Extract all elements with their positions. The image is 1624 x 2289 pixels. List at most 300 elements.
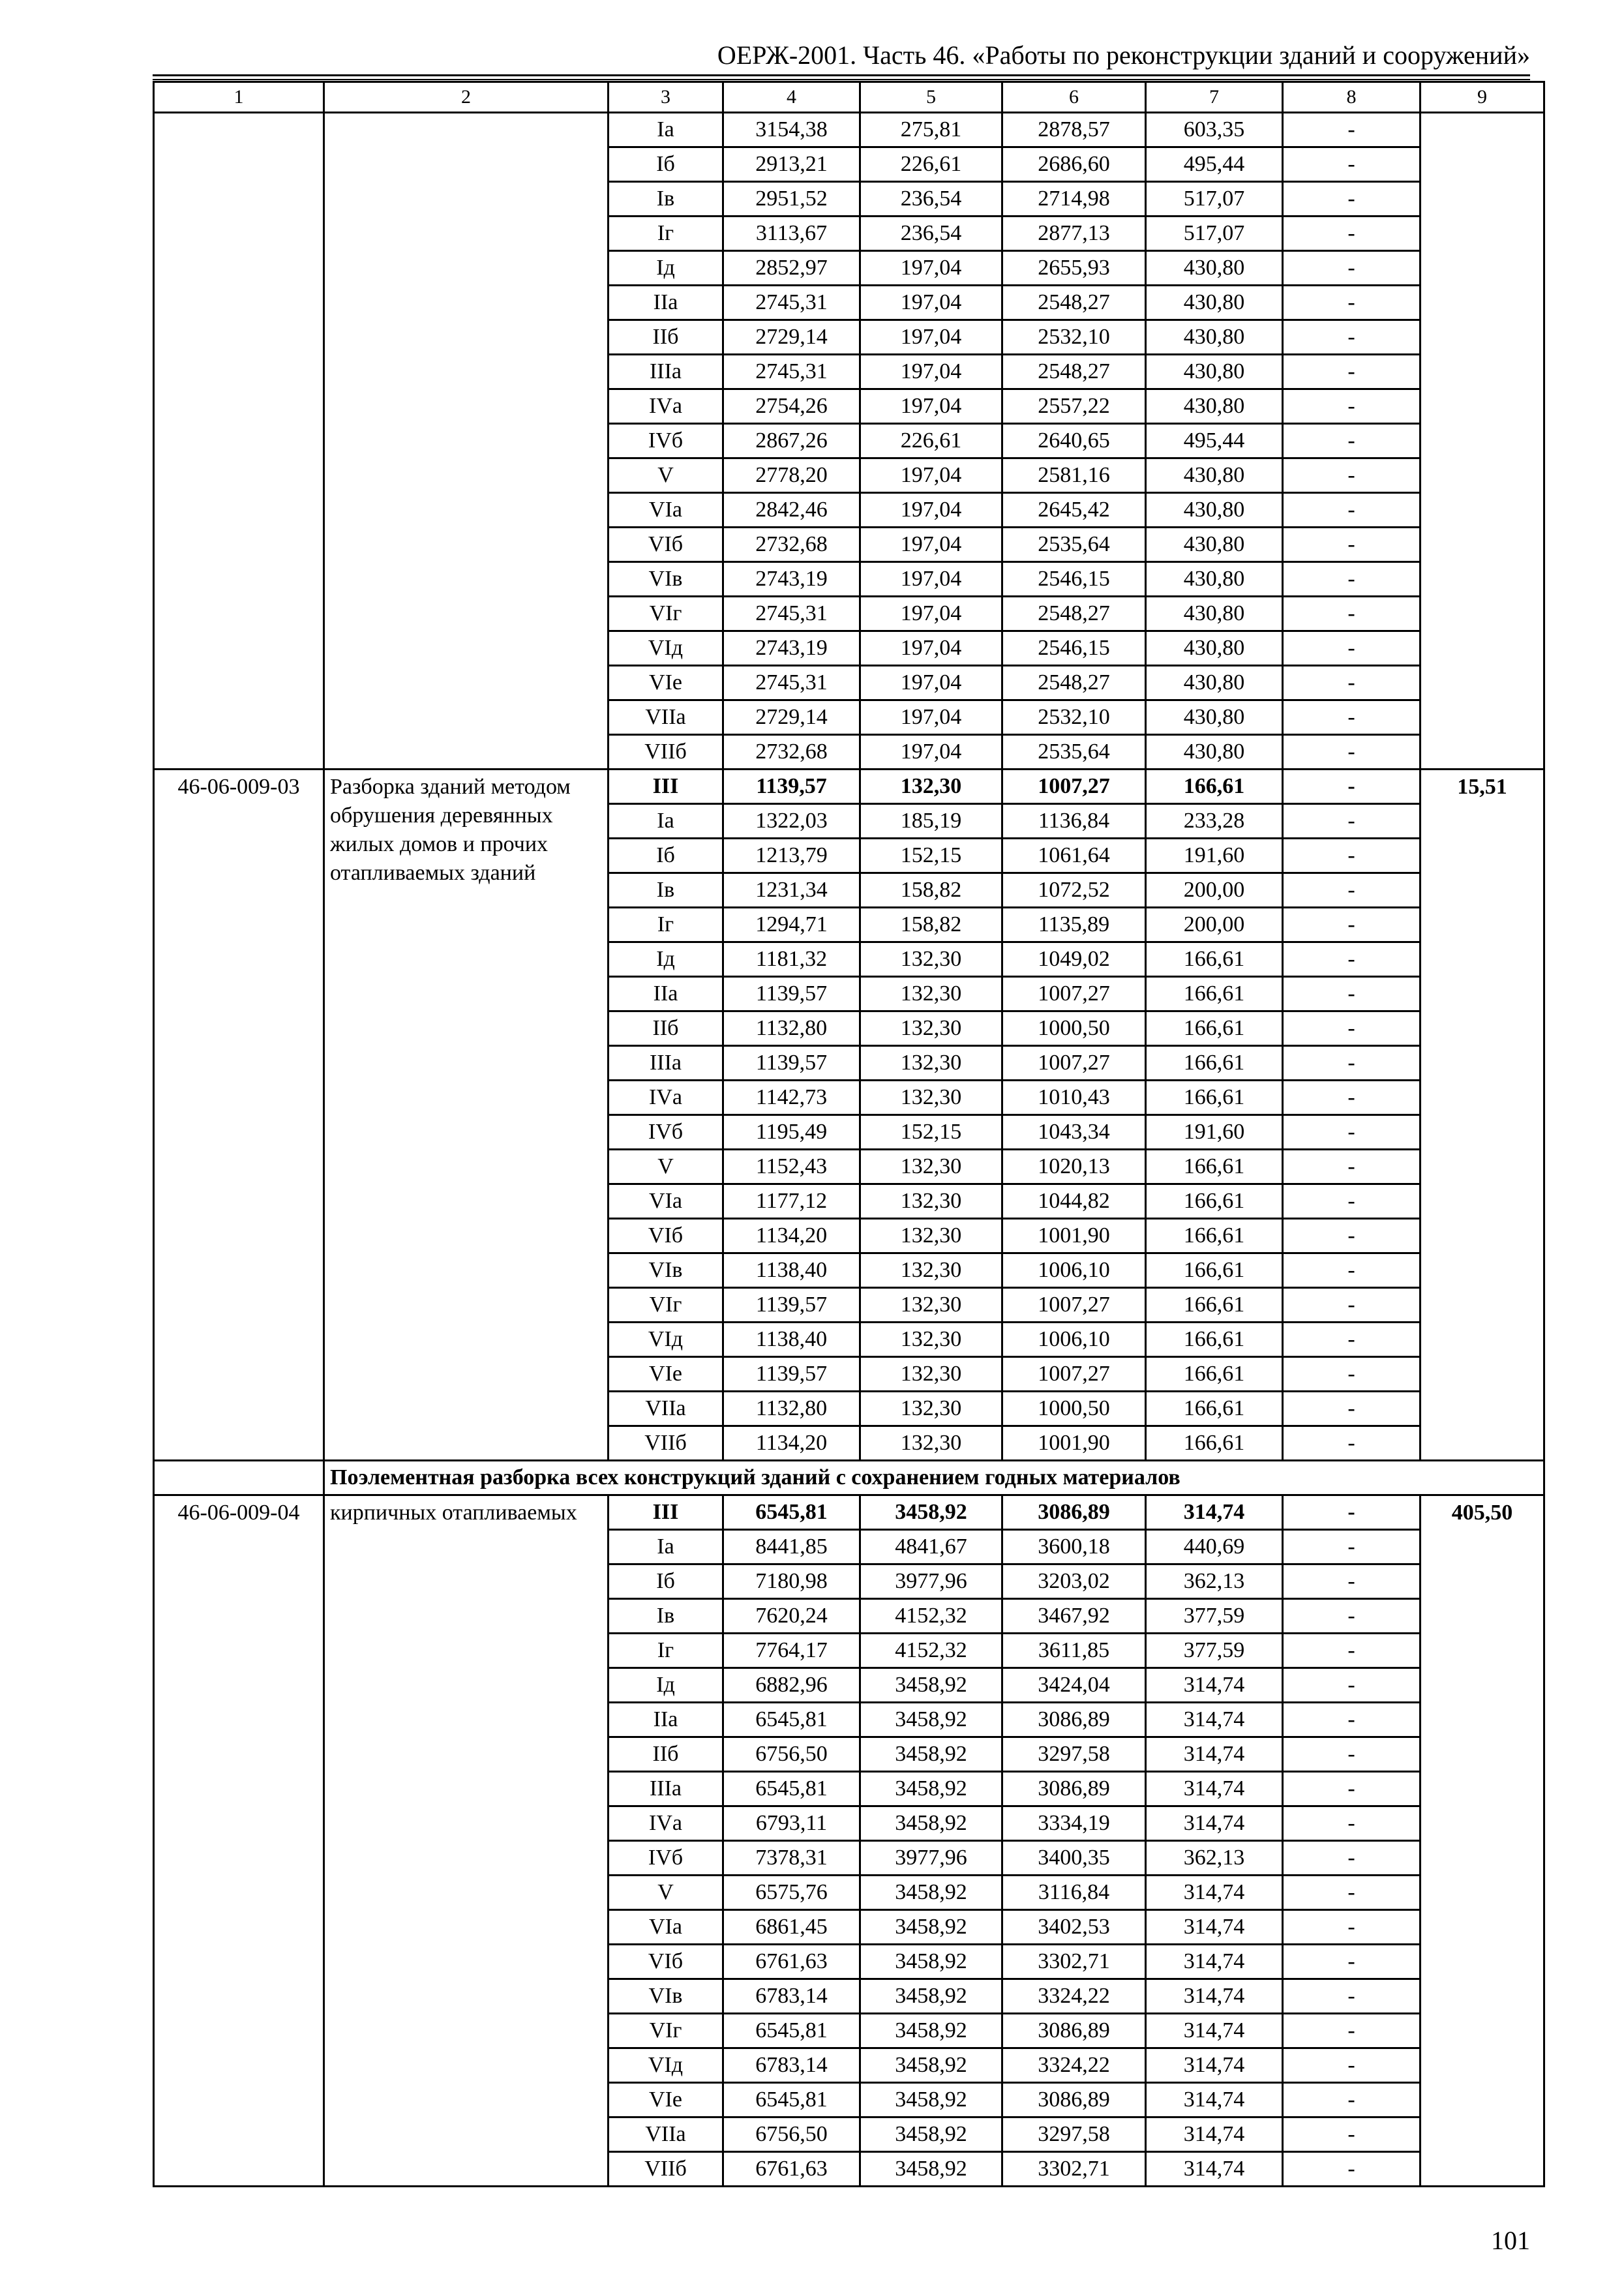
labor-cost-cell: 3458,92	[860, 1737, 1002, 1772]
labor-cost-cell: 4152,32	[860, 1599, 1002, 1634]
driver-wage-cell: 430,80	[1146, 286, 1283, 320]
machine-cost-cell: 1136,84	[1002, 804, 1146, 839]
zone-cell: IVб	[609, 1115, 723, 1150]
materials-cell: -	[1283, 1841, 1421, 1876]
machine-cost-cell: 1001,90	[1002, 1426, 1146, 1461]
total-cost-cell: 6761,63	[723, 2152, 860, 2187]
materials-cell: -	[1283, 700, 1421, 735]
zone-cell: VIг	[609, 2014, 723, 2048]
driver-wage-cell: 430,80	[1146, 320, 1283, 355]
machine-cost-cell: 3424,04	[1002, 1668, 1146, 1703]
labor-cost-cell: 3458,92	[860, 1910, 1002, 1945]
labor-cost-cell: 3977,96	[860, 1841, 1002, 1876]
total-cost-cell: 1138,40	[723, 1323, 860, 1357]
column-number: 1	[154, 82, 324, 113]
labor-cost-cell: 132,30	[860, 770, 1002, 804]
labor-cost-cell: 152,15	[860, 1115, 1002, 1150]
total-cost-cell: 2743,19	[723, 631, 860, 666]
zone-cell: IIIа	[609, 1046, 723, 1081]
driver-wage-cell: 314,74	[1146, 1737, 1283, 1772]
driver-wage-cell: 314,74	[1146, 1772, 1283, 1806]
labor-cost-cell: 3458,92	[860, 1772, 1002, 1806]
table-row	[154, 113, 1544, 147]
machine-cost-cell: 2714,98	[1002, 182, 1146, 217]
zone-cell: III	[609, 770, 723, 804]
total-cost-cell: 6861,45	[723, 1910, 860, 1945]
zone-cell: VIв	[609, 562, 723, 597]
driver-wage-cell: 430,80	[1146, 389, 1283, 424]
labor-hours-cell	[1421, 113, 1544, 770]
zone-cell: Iв	[609, 1599, 723, 1634]
driver-wage-cell: 166,61	[1146, 1288, 1283, 1323]
machine-cost-cell: 2548,27	[1002, 597, 1146, 631]
machine-cost-cell: 3086,89	[1002, 1703, 1146, 1737]
machine-cost-cell: 3297,58	[1002, 2117, 1146, 2152]
zone-cell: IIIа	[609, 355, 723, 389]
materials-cell: -	[1283, 251, 1421, 286]
zone-cell: Iа	[609, 804, 723, 839]
zone-cell: IIб	[609, 1737, 723, 1772]
machine-cost-cell: 3302,71	[1002, 2152, 1146, 2187]
driver-wage-cell: 166,61	[1146, 1184, 1283, 1219]
materials-cell: -	[1283, 2152, 1421, 2187]
total-cost-cell: 2754,26	[723, 389, 860, 424]
labor-cost-cell: 3458,92	[860, 2014, 1002, 2048]
labor-cost-cell: 226,61	[860, 147, 1002, 182]
total-cost-cell: 6756,50	[723, 2117, 860, 2152]
total-cost-cell: 7180,98	[723, 1564, 860, 1599]
materials-cell: -	[1283, 873, 1421, 908]
zone-cell: V	[609, 1876, 723, 1910]
driver-wage-cell: 166,61	[1146, 1253, 1283, 1288]
materials-cell: -	[1283, 1737, 1421, 1772]
materials-cell: -	[1283, 147, 1421, 182]
driver-wage-cell: 495,44	[1146, 424, 1283, 458]
machine-cost-cell: 1007,27	[1002, 1357, 1146, 1392]
driver-wage-cell: 430,80	[1146, 631, 1283, 666]
zone-cell: IIа	[609, 1703, 723, 1737]
driver-wage-cell: 430,80	[1146, 666, 1283, 700]
zone-cell: VIд	[609, 2048, 723, 2083]
materials-cell: -	[1283, 1046, 1421, 1081]
materials-cell: -	[1283, 355, 1421, 389]
labor-cost-cell: 132,30	[860, 1357, 1002, 1392]
labor-cost-cell: 197,04	[860, 735, 1002, 770]
zone-cell: VIIа	[609, 2117, 723, 2152]
total-cost-cell: 6882,96	[723, 1668, 860, 1703]
rate-code: 46-06-009-03	[154, 770, 324, 1461]
zone-cell: IVа	[609, 1806, 723, 1841]
labor-cost-cell: 132,30	[860, 1081, 1002, 1115]
driver-wage-cell: 166,61	[1146, 977, 1283, 1011]
total-cost-cell: 1139,57	[723, 977, 860, 1011]
total-cost-cell: 1139,57	[723, 1046, 860, 1081]
driver-wage-cell: 430,80	[1146, 735, 1283, 770]
zone-cell: Iб	[609, 1564, 723, 1599]
labor-cost-cell: 197,04	[860, 251, 1002, 286]
total-cost-cell: 2951,52	[723, 182, 860, 217]
total-cost-cell: 2745,31	[723, 597, 860, 631]
materials-cell: -	[1283, 1184, 1421, 1219]
driver-wage-cell: 377,59	[1146, 1599, 1283, 1634]
zone-cell: VIIа	[609, 700, 723, 735]
machine-cost-cell: 1000,50	[1002, 1392, 1146, 1426]
total-cost-cell: 2743,19	[723, 562, 860, 597]
labor-cost-cell: 197,04	[860, 631, 1002, 666]
total-cost-cell: 1231,34	[723, 873, 860, 908]
labor-cost-cell: 152,15	[860, 839, 1002, 873]
zone-cell: VIIб	[609, 735, 723, 770]
driver-wage-cell: 362,13	[1146, 1841, 1283, 1876]
labor-cost-cell: 3458,92	[860, 1703, 1002, 1737]
driver-wage-cell: 314,74	[1146, 1876, 1283, 1910]
page-number: 101	[1491, 2226, 1530, 2255]
zone-cell: VIе	[609, 1357, 723, 1392]
labor-cost-cell: 132,30	[860, 1323, 1002, 1357]
total-cost-cell: 1322,03	[723, 804, 860, 839]
driver-wage-cell: 430,80	[1146, 251, 1283, 286]
driver-wage-cell: 166,61	[1146, 1150, 1283, 1184]
machine-cost-cell: 1007,27	[1002, 1288, 1146, 1323]
total-cost-cell: 1142,73	[723, 1081, 860, 1115]
labor-cost-cell: 3458,92	[860, 1945, 1002, 1979]
machine-cost-cell: 3402,53	[1002, 1910, 1146, 1945]
labor-cost-cell: 132,30	[860, 1392, 1002, 1426]
materials-cell: -	[1283, 1288, 1421, 1323]
machine-cost-cell: 3600,18	[1002, 1530, 1146, 1564]
materials-cell: -	[1283, 528, 1421, 562]
materials-cell: -	[1283, 631, 1421, 666]
total-cost-cell: 7764,17	[723, 1634, 860, 1668]
total-cost-cell: 6545,81	[723, 1703, 860, 1737]
total-cost-cell: 2745,31	[723, 286, 860, 320]
labor-cost-cell: 197,04	[860, 597, 1002, 631]
labor-cost-cell: 197,04	[860, 666, 1002, 700]
driver-wage-cell: 233,28	[1146, 804, 1283, 839]
driver-wage-cell: 517,07	[1146, 217, 1283, 251]
machine-cost-cell: 1001,90	[1002, 1219, 1146, 1253]
total-cost-cell: 1294,71	[723, 908, 860, 942]
work-name: кирпичных отапливаемых	[324, 1495, 609, 2187]
driver-wage-cell: 166,61	[1146, 1011, 1283, 1046]
column-number: 5	[860, 82, 1002, 113]
zone-cell: VIе	[609, 2083, 723, 2117]
machine-cost-cell: 1044,82	[1002, 1184, 1146, 1219]
labor-cost-cell: 197,04	[860, 286, 1002, 320]
total-cost-cell: 7378,31	[723, 1841, 860, 1876]
zone-cell: VIб	[609, 528, 723, 562]
zone-cell: VIб	[609, 1945, 723, 1979]
materials-cell: -	[1283, 1634, 1421, 1668]
machine-cost-cell: 3334,19	[1002, 1806, 1146, 1841]
zone-cell: VIд	[609, 1323, 723, 1357]
driver-wage-cell: 314,74	[1146, 1945, 1283, 1979]
materials-cell: -	[1283, 735, 1421, 770]
column-number: 4	[723, 82, 860, 113]
materials-cell: -	[1283, 217, 1421, 251]
driver-wage-cell: 314,74	[1146, 1703, 1283, 1737]
driver-wage-cell: 314,74	[1146, 1668, 1283, 1703]
labor-cost-cell: 3458,92	[860, 1806, 1002, 1841]
materials-cell: -	[1283, 389, 1421, 424]
total-cost-cell: 1139,57	[723, 1288, 860, 1323]
materials-cell: -	[1283, 666, 1421, 700]
labor-cost-cell: 158,82	[860, 873, 1002, 908]
labor-cost-cell: 132,30	[860, 942, 1002, 977]
zone-cell: IIа	[609, 286, 723, 320]
zone-cell: IIб	[609, 320, 723, 355]
materials-cell: -	[1283, 1979, 1421, 2014]
machine-cost-cell: 3086,89	[1002, 1495, 1146, 1530]
labor-cost-cell: 3458,92	[860, 1979, 1002, 2014]
materials-cell: -	[1283, 942, 1421, 977]
machine-cost-cell: 2532,10	[1002, 320, 1146, 355]
driver-wage-cell: 166,61	[1146, 770, 1283, 804]
total-cost-cell: 1181,32	[723, 942, 860, 977]
machine-cost-cell: 3116,84	[1002, 1876, 1146, 1910]
materials-cell: -	[1283, 1357, 1421, 1392]
driver-wage-cell: 166,61	[1146, 1046, 1283, 1081]
total-cost-cell: 2913,21	[723, 147, 860, 182]
total-cost-cell: 1139,57	[723, 770, 860, 804]
rates-table-body	[154, 82, 1544, 2187]
machine-cost-cell: 1061,64	[1002, 839, 1146, 873]
zone-cell: VIг	[609, 1288, 723, 1323]
section-title: Поэлементная разборка всех конструкций зданий с сохранением годных материалов	[324, 1461, 1544, 1495]
page-header-title: ОЕРЖ-2001. Часть 46. «Работы по реконструкции зданий и сооружений»	[717, 40, 1530, 70]
materials-cell: -	[1283, 1392, 1421, 1426]
machine-cost-cell: 2655,93	[1002, 251, 1146, 286]
machine-cost-cell: 1135,89	[1002, 908, 1146, 942]
total-cost-cell: 6783,14	[723, 2048, 860, 2083]
labor-cost-cell: 3458,92	[860, 1495, 1002, 1530]
total-cost-cell: 1195,49	[723, 1115, 860, 1150]
materials-cell: -	[1283, 2117, 1421, 2152]
materials-cell: -	[1283, 1081, 1421, 1115]
driver-wage-cell: 603,35	[1146, 113, 1283, 147]
materials-cell: -	[1283, 1011, 1421, 1046]
column-number: 3	[609, 82, 723, 113]
machine-cost-cell: 2557,22	[1002, 389, 1146, 424]
materials-cell: -	[1283, 458, 1421, 493]
zone-cell: VIв	[609, 1979, 723, 2014]
zone-cell: Iа	[609, 1530, 723, 1564]
driver-wage-cell: 166,61	[1146, 1426, 1283, 1461]
driver-wage-cell: 191,60	[1146, 1115, 1283, 1150]
labor-cost-cell: 3458,92	[860, 2048, 1002, 2083]
machine-cost-cell: 1006,10	[1002, 1253, 1146, 1288]
total-cost-cell: 1152,43	[723, 1150, 860, 1184]
total-cost-cell: 3154,38	[723, 113, 860, 147]
machine-cost-cell: 2877,13	[1002, 217, 1146, 251]
zone-cell: IVа	[609, 389, 723, 424]
labor-cost-cell: 236,54	[860, 182, 1002, 217]
zone-cell: Iб	[609, 839, 723, 873]
machine-cost-cell: 1006,10	[1002, 1323, 1146, 1357]
total-cost-cell: 6793,11	[723, 1806, 860, 1841]
zone-cell: Iг	[609, 1634, 723, 1668]
driver-wage-cell: 314,74	[1146, 2083, 1283, 2117]
labor-hours-cell: 405,50	[1421, 1495, 1544, 2187]
materials-cell: -	[1283, 1150, 1421, 1184]
zone-cell: IIIа	[609, 1772, 723, 1806]
driver-wage-cell: 200,00	[1146, 908, 1283, 942]
section-row	[154, 1461, 1544, 1495]
labor-cost-cell: 132,30	[860, 1426, 1002, 1461]
work-name	[324, 113, 609, 770]
driver-wage-cell: 191,60	[1146, 839, 1283, 873]
labor-cost-cell: 226,61	[860, 424, 1002, 458]
materials-cell: -	[1283, 1806, 1421, 1841]
labor-cost-cell: 132,30	[860, 1253, 1002, 1288]
machine-cost-cell: 3203,02	[1002, 1564, 1146, 1599]
driver-wage-cell: 430,80	[1146, 562, 1283, 597]
total-cost-cell: 6545,81	[723, 1772, 860, 1806]
zone-cell: VIа	[609, 1910, 723, 1945]
total-cost-cell: 2732,68	[723, 528, 860, 562]
materials-cell: -	[1283, 1599, 1421, 1634]
machine-cost-cell: 1000,50	[1002, 1011, 1146, 1046]
zone-cell: Iв	[609, 873, 723, 908]
materials-cell: -	[1283, 2048, 1421, 2083]
labor-cost-cell: 3458,92	[860, 2083, 1002, 2117]
machine-cost-cell: 1010,43	[1002, 1081, 1146, 1115]
total-cost-cell: 1132,80	[723, 1011, 860, 1046]
zone-cell: Iа	[609, 113, 723, 147]
materials-cell: -	[1283, 493, 1421, 528]
materials-cell: -	[1283, 1910, 1421, 1945]
driver-wage-cell: 314,74	[1146, 1979, 1283, 2014]
machine-cost-cell: 2878,57	[1002, 113, 1146, 147]
materials-cell: -	[1283, 1219, 1421, 1253]
materials-cell: -	[1283, 1564, 1421, 1599]
total-cost-cell: 2778,20	[723, 458, 860, 493]
table-row	[154, 770, 1544, 804]
section-blank-cell	[154, 1461, 324, 1495]
driver-wage-cell: 166,61	[1146, 1081, 1283, 1115]
labor-cost-cell: 197,04	[860, 458, 1002, 493]
zone-cell: VIа	[609, 493, 723, 528]
total-cost-cell: 1134,20	[723, 1219, 860, 1253]
column-number: 6	[1002, 82, 1146, 113]
driver-wage-cell: 314,74	[1146, 2014, 1283, 2048]
machine-cost-cell: 3400,35	[1002, 1841, 1146, 1876]
labor-cost-cell: 4152,32	[860, 1634, 1002, 1668]
column-number: 7	[1146, 82, 1283, 113]
total-cost-cell: 6545,81	[723, 2083, 860, 2117]
machine-cost-cell: 1007,27	[1002, 1046, 1146, 1081]
labor-cost-cell: 132,30	[860, 1046, 1002, 1081]
total-cost-cell: 6761,63	[723, 1945, 860, 1979]
labor-cost-cell: 236,54	[860, 217, 1002, 251]
machine-cost-cell: 2548,27	[1002, 355, 1146, 389]
total-cost-cell: 2729,14	[723, 700, 860, 735]
labor-cost-cell: 197,04	[860, 562, 1002, 597]
materials-cell: -	[1283, 320, 1421, 355]
labor-cost-cell: 132,30	[860, 1011, 1002, 1046]
rate-code: 46-06-009-04	[154, 1495, 324, 2187]
total-cost-cell: 6783,14	[723, 1979, 860, 2014]
machine-cost-cell: 3086,89	[1002, 2014, 1146, 2048]
labor-cost-cell: 132,30	[860, 1150, 1002, 1184]
labor-cost-cell: 132,30	[860, 1288, 1002, 1323]
table-row	[154, 1495, 1544, 1530]
labor-cost-cell: 197,04	[860, 355, 1002, 389]
total-cost-cell: 1213,79	[723, 839, 860, 873]
zone-cell: Iг	[609, 217, 723, 251]
rates-table	[153, 81, 1545, 2187]
machine-cost-cell: 2546,15	[1002, 631, 1146, 666]
driver-wage-cell: 166,61	[1146, 1323, 1283, 1357]
materials-cell: -	[1283, 977, 1421, 1011]
total-cost-cell: 2842,46	[723, 493, 860, 528]
materials-cell: -	[1283, 1945, 1421, 1979]
machine-cost-cell: 3611,85	[1002, 1634, 1146, 1668]
zone-cell: VIIб	[609, 1426, 723, 1461]
materials-cell: -	[1283, 2083, 1421, 2117]
labor-cost-cell: 158,82	[860, 908, 1002, 942]
labor-cost-cell: 132,30	[860, 1184, 1002, 1219]
total-cost-cell: 1139,57	[723, 1357, 860, 1392]
zone-cell: IIа	[609, 977, 723, 1011]
total-cost-cell: 3113,67	[723, 217, 860, 251]
machine-cost-cell: 2581,16	[1002, 458, 1146, 493]
total-cost-cell: 1177,12	[723, 1184, 860, 1219]
total-cost-cell: 2745,31	[723, 666, 860, 700]
driver-wage-cell: 377,59	[1146, 1634, 1283, 1668]
materials-cell: -	[1283, 182, 1421, 217]
total-cost-cell: 2732,68	[723, 735, 860, 770]
driver-wage-cell: 495,44	[1146, 147, 1283, 182]
labor-cost-cell: 185,19	[860, 804, 1002, 839]
labor-cost-cell: 197,04	[860, 700, 1002, 735]
labor-cost-cell: 197,04	[860, 389, 1002, 424]
zone-cell: VIIб	[609, 2152, 723, 2187]
zone-cell: Iв	[609, 182, 723, 217]
materials-cell: -	[1283, 562, 1421, 597]
materials-cell: -	[1283, 839, 1421, 873]
total-cost-cell: 2867,26	[723, 424, 860, 458]
machine-cost-cell: 1072,52	[1002, 873, 1146, 908]
machine-cost-cell: 3297,58	[1002, 1737, 1146, 1772]
materials-cell: -	[1283, 804, 1421, 839]
total-cost-cell: 1134,20	[723, 1426, 860, 1461]
labor-cost-cell: 197,04	[860, 493, 1002, 528]
machine-cost-cell: 3086,89	[1002, 1772, 1146, 1806]
driver-wage-cell: 430,80	[1146, 528, 1283, 562]
labor-cost-cell: 132,30	[860, 977, 1002, 1011]
materials-cell: -	[1283, 1253, 1421, 1288]
labor-cost-cell: 275,81	[860, 113, 1002, 147]
total-cost-cell: 6545,81	[723, 1495, 860, 1530]
driver-wage-cell: 430,80	[1146, 700, 1283, 735]
machine-cost-cell: 2640,65	[1002, 424, 1146, 458]
zone-cell: Iд	[609, 942, 723, 977]
total-cost-cell: 6545,81	[723, 2014, 860, 2048]
machine-cost-cell: 2532,10	[1002, 700, 1146, 735]
machine-cost-cell: 1020,13	[1002, 1150, 1146, 1184]
rate-code	[154, 113, 324, 770]
materials-cell: -	[1283, 1530, 1421, 1564]
materials-cell: -	[1283, 597, 1421, 631]
materials-cell: -	[1283, 286, 1421, 320]
driver-wage-cell: 430,80	[1146, 355, 1283, 389]
machine-cost-cell: 1007,27	[1002, 770, 1146, 804]
materials-cell: -	[1283, 1703, 1421, 1737]
zone-cell: VIIа	[609, 1392, 723, 1426]
machine-cost-cell: 2686,60	[1002, 147, 1146, 182]
driver-wage-cell: 314,74	[1146, 1910, 1283, 1945]
